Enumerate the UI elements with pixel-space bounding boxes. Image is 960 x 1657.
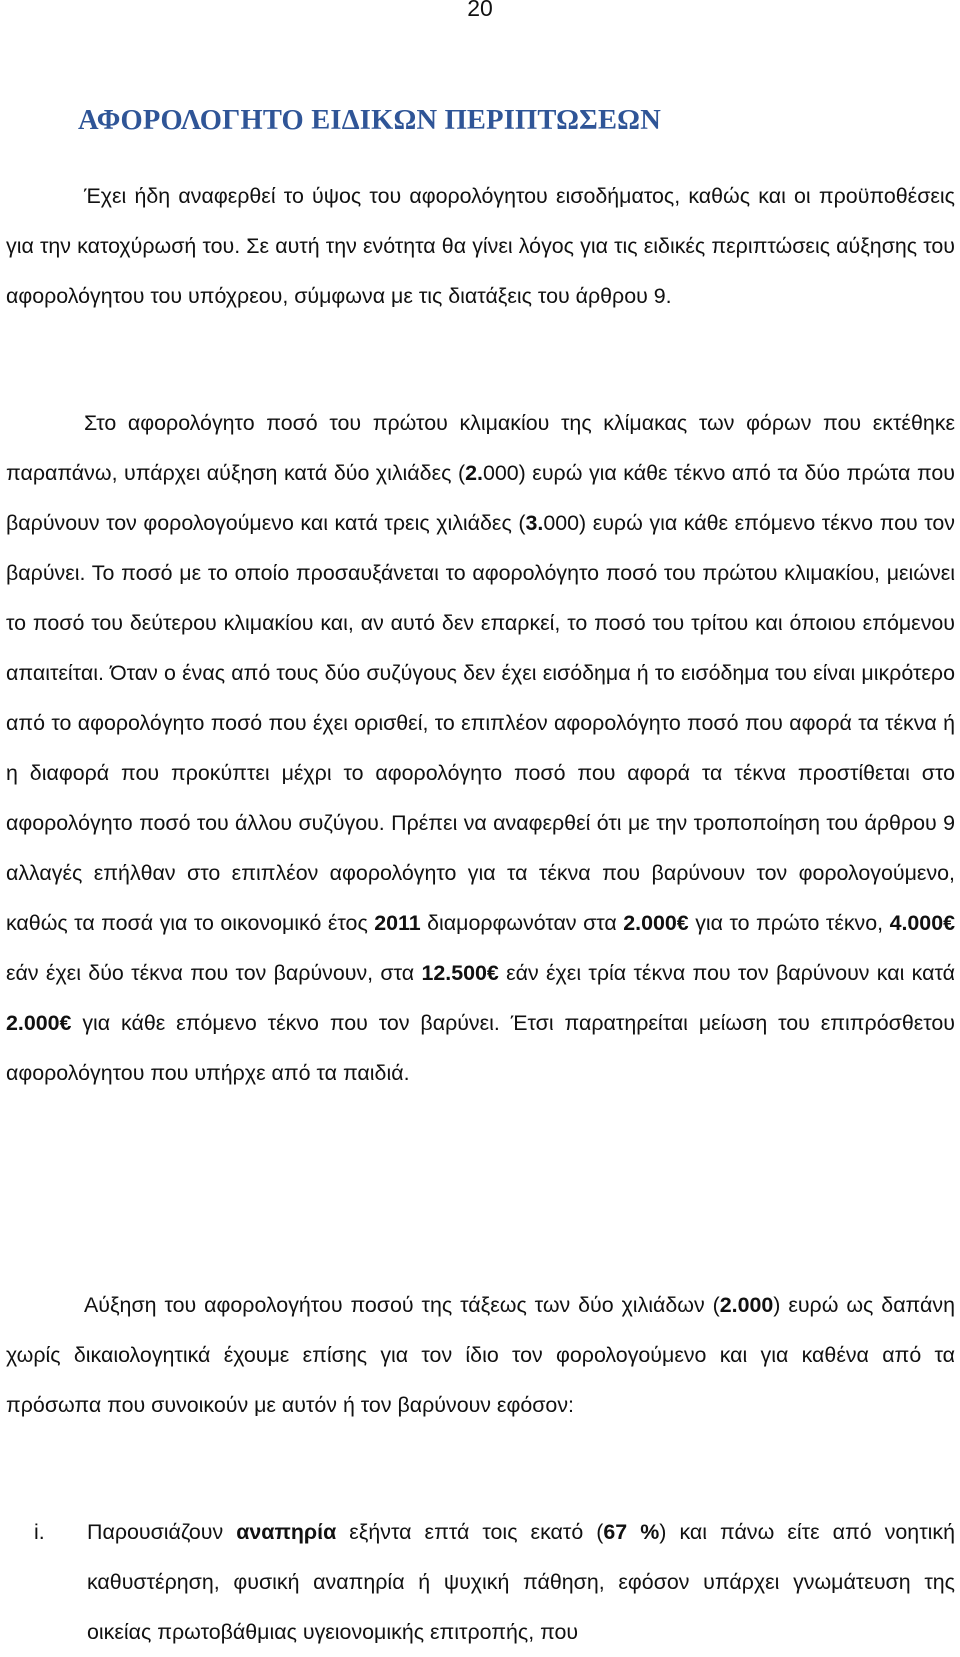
paragraph-children-allowance	[6, 398, 955, 1098]
bold-amount: 2.	[465, 461, 483, 485]
text-run: για κάθε επόμενο τέκνο που τον βαρύνει. Έτσι παρατηρείται μείωση του επιπρόσθετου αφορολόγητου που υπήρχε από τα παιδιά.	[6, 1011, 955, 1085]
text-run: 000) ευρώ για κάθε επόμενο τέκνο που τον βαρύνει. Το ποσό με το οποίο προσαυξάνεται το αφορολόγητο ποσό του πρώτου κλιμακίου, μειώνει το ποσό του δεύτερου κλιμακίου και, αν αυτό δεν επαρκεί, το ποσό του τρίτου και όποιου επόμενου απαιτείται. Όταν ο ένας από τους δύο συζύγους δεν έχει εισόδημα ή το εισόδημα του είναι μικρότερο από το αφορολόγητο ποσό που έχει ορισθεί, το επιπλέον αφορολόγητο ποσό που αφορά τα τέκνα ή η διαφορά που προκύπτει μέχρι το αφορολόγητο ποσό που αφορά τα τέκνα προστίθεται στο αφορολόγητο ποσό του άλλου συζύγου. Πρέπει να αναφερθεί ότι με την τροποποίηση του άρθρου 9 αλλαγές επήλθαν στο επιπλέον αφορολόγητο για τα τέκνα που βαρύνουν τον φορολογούμενο, καθώς τα ποσά για το οικονομικό έτος	[6, 511, 955, 935]
text-run: διαμορφωνόταν στα	[420, 911, 624, 935]
section-heading: ΑΦΟΡΟΛΟΓΗΤΟ ΕΙΔΙΚΩΝ ΠΕΡΙΠΤΩΣΕΩΝ	[78, 105, 661, 136]
bold-year: 2011	[374, 911, 421, 935]
bold-percent: 67 %	[603, 1520, 660, 1544]
page-number: 20	[467, 0, 493, 21]
bold-amount: 2.000€	[623, 911, 689, 935]
bold-amount: 3.	[525, 511, 544, 535]
text-run: ) και πάνω είτε από νοητική καθυστέρηση, φυσική αναπηρία ή ψυχική πάθηση, εφόσον υπάρχει γνωμάτευση της οικείας πρωτοβάθμιας υγειονομικής επιτροπής, που	[87, 1520, 956, 1644]
bold-amount: 4.000€	[889, 911, 955, 935]
bold-term: αναπηρία	[236, 1520, 337, 1544]
text-run: Παρουσιάζουν	[87, 1520, 237, 1544]
paragraph-expense-allowance	[6, 1280, 955, 1430]
text-run: Αύξηση του αφορολογήτου ποσού της τάξεως των δύο χιλιάδων (	[84, 1293, 720, 1317]
bold-amount: 12.500€	[421, 961, 499, 985]
text-run: για το πρώτο τέκνο,	[688, 911, 890, 935]
text-run: 000) ευρώ για κάθε τέκνο από τα δύο πρώτα που βαρύνουν τον φορολογούμενο και κατά τρεις χιλιάδες (	[6, 461, 955, 535]
text-run: εάν έχει τρία τέκνα που τον βαρύνουν και κατά	[498, 961, 955, 985]
text-run: εάν έχει δύο τέκνα που τον βαρύνουν, στα	[6, 961, 422, 985]
text-run: Στο αφορολόγητο ποσό του πρώτου κλιμακίου της κλίμακας των φόρων που εκτέθηκε παραπάνω, υπάρχει αύξηση κατά δύο χιλιάδες (	[6, 411, 955, 485]
bold-amount: 2.000€	[6, 1011, 72, 1035]
text-run: εξήντα επτά τοις εκατό (	[336, 1520, 604, 1544]
bold-amount: 2.000	[719, 1293, 774, 1317]
list-item-text	[87, 1507, 955, 1657]
list-marker: i.	[34, 1520, 45, 1544]
paragraph-intro	[6, 171, 955, 321]
text-run: ) ευρώ ως δαπάνη χωρίς δικαιολογητικά έχουμε επίσης για τον ίδιο τον φορολογούμενο και για καθένα από τα πρόσωπα που συνοικούν με αυτόν ή τον βαρύνουν εφόσον:	[6, 1293, 955, 1417]
paragraph-intro-text: Έχει ήδη αναφερθεί το ύψος του αφορολόγητου εισοδήματος, καθώς και οι προϋποθέσεις για την κατοχύρωσή του. Σε αυτή την ενότητα θα γίνει λόγος για τις ειδικές περιπτώσεις αύξησης του αφορολόγητου του υπόχρεου, σύμφωνα με τις διατάξεις του άρθρου 9.	[6, 184, 955, 308]
